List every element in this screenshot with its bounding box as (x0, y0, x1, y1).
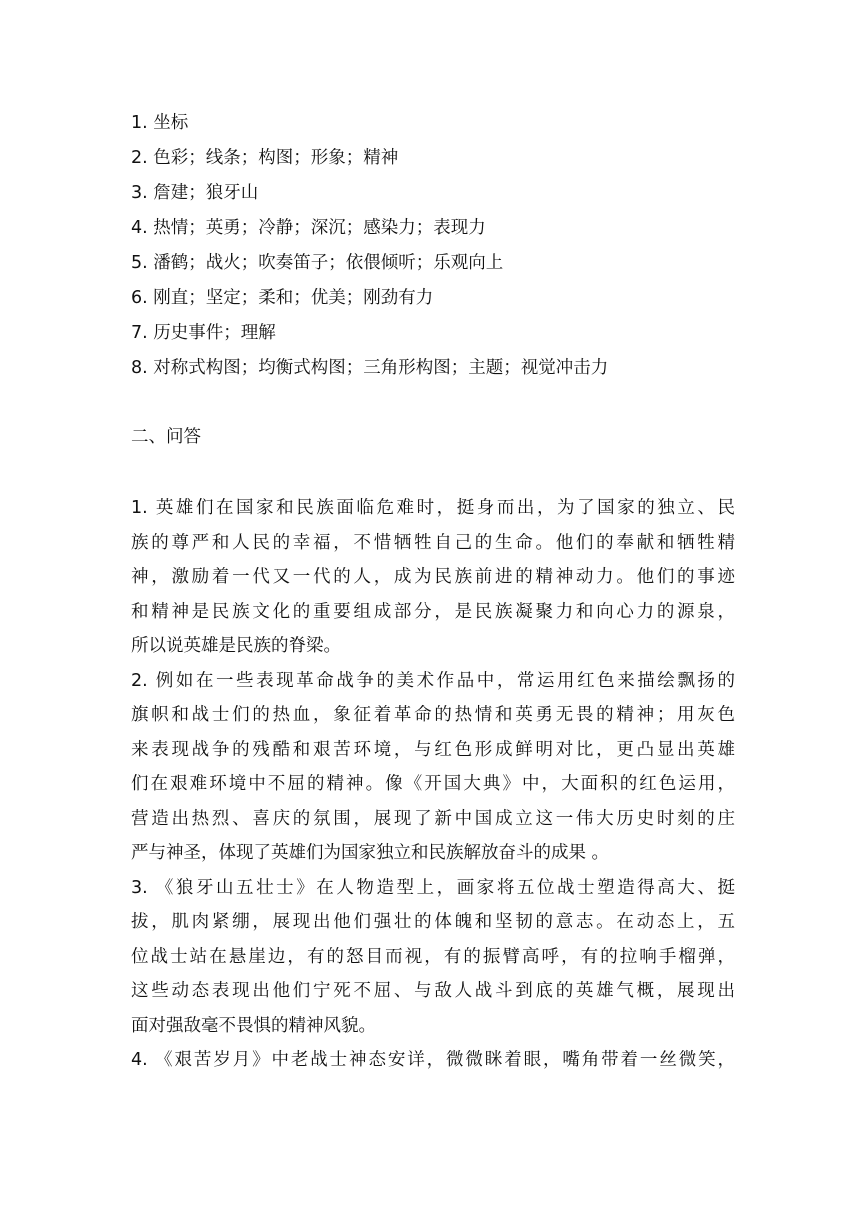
fill-in-answers (131, 106, 735, 386)
answer-line: 严与神圣，体现了英雄们为国家独立和民族解放奋斗的成果 。 (131, 843, 610, 863)
fill-in-item: 7. 历史事件；理解 (131, 323, 276, 343)
answer-line: 旗帜和战士们的热血，象征着革命的热情和英勇无畏的精神；用灰色 (131, 705, 735, 725)
section-spacer (131, 386, 735, 420)
qa-answers (131, 491, 735, 1078)
fill-in-item: 4. 热情；英勇；冷静；深沉；感染力；表现力 (131, 218, 486, 238)
answer-line: 营造出热烈、喜庆的氛围，展现了新中国成立这一伟大历史时刻的庄 (131, 808, 735, 829)
answer-line: 族的尊严和人民的幸福，不惜牺牲自己的生命。他们的奉献和牺牲精 (131, 532, 735, 553)
fill-in-item: 6. 刚直；坚定；柔和；优美；刚劲有力 (131, 288, 434, 308)
answer-line: 所以说英雄是民族的脊梁。 (131, 636, 341, 656)
answer-line: 神，激励着一代又一代的人，成为民族前进的精神动力。他们的事迹 (131, 567, 735, 587)
fill-in-item: 1. 坐标 (131, 113, 189, 133)
fill-in-item: 5. 潘鹤；战火；吹奏笛子；依偎倾听；乐观向上 (131, 253, 504, 273)
fill-in-item: 2. 色彩；线条；构图；形象；精神 (131, 148, 399, 168)
answer-line: 和精神是民族文化的重要组成部分，是民族凝聚力和向心力的源泉， (131, 601, 735, 622)
fill-in-item: 8. 对称式构图；均衡式构图；三角形构图；主题；视觉冲击力 (131, 358, 609, 378)
answer-line: 1. 英雄们在国家和民族面临危难时，挺身而出，为了国家的独立、民 (131, 498, 735, 518)
answer-line: 们在艰难环境中不屈的精神。像《开国大典》中，大面积的红色运用， (131, 774, 735, 794)
section-heading: 二、问答 (131, 427, 201, 447)
heading-spacer (131, 455, 735, 491)
answer-line: 2. 例如在一些表现革命战争的美术作品中，常运用红色来描绘飘扬的 (131, 670, 735, 691)
answer-line: 来表现战争的残酷和艰苦环境，与红色形成鲜明对比，更凸显出英雄 (131, 739, 735, 760)
answer-line: 3. 《狼牙山五壮士》在人物造型上，画家将五位战士塑造得高大、挺 (131, 877, 735, 898)
answer-line: 这些动态表现出他们宁死不屈、与敌人战斗到底的英雄气概，展现出 (131, 981, 735, 1001)
answer-line: 4. 《艰苦岁月》中老战士神态安详，微微眯着眼，嘴角带着一丝微笑， (131, 1050, 735, 1070)
document-page (131, 106, 735, 1078)
answer-line: 位战士站在悬崖边，有的怒目而视，有的振臂高呼，有的拉响手榴弹， (131, 946, 735, 967)
answer-line: 拔，肌肉紧绷，展现出他们强壮的体魄和坚韧的意志。在动态上，五 (131, 912, 735, 932)
answer-line: 面对强敌毫不畏惧的精神风貌。 (131, 1015, 376, 1036)
fill-in-item: 3. 詹建；狼牙山 (131, 183, 259, 203)
